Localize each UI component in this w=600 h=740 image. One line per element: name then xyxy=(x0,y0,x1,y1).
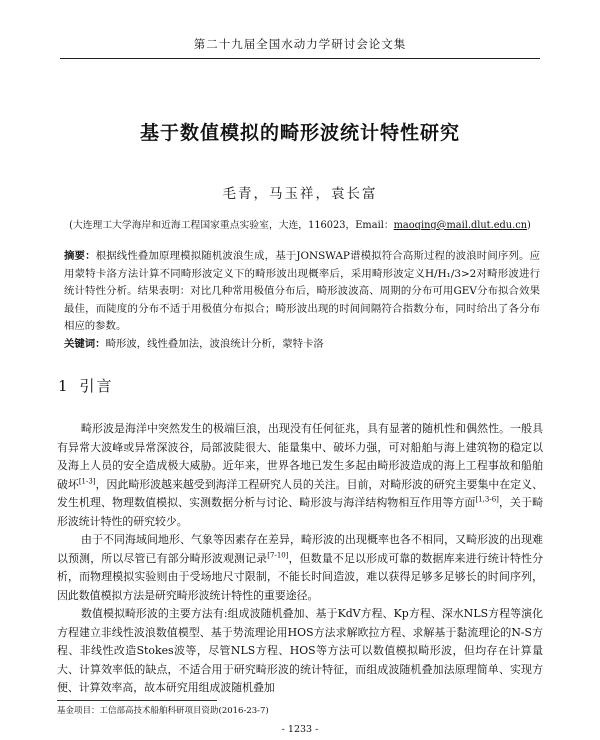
author-email: maoqing@mail.dlut.edu.cn xyxy=(393,220,528,231)
affiliation-text: (大连理工大学海岸和近海工程国家重点实验室，大连，116023，Email： xyxy=(69,220,394,231)
paragraph-text: 由于不同海域间地形、气象等因素存在差异，畸形波的出现概率也各不相同，又畸形波的出现难以预测，所以尽管已有部分畸形波观测记录 xyxy=(57,533,543,565)
paragraph-text: 数值模拟畸形波的主要方法有:组成波随机叠加、基于KdV方程、Kp方程、深水NLS方程等演化方程建立非线性波浪数值模型、基于势流理论用HOS方法求解欧拉方程、求解基于黏流理论的N-S方程、非线性改造Stokes波等，尽管NLS方程、HOS等方法可以数值模拟畸形波，但均存在计算量大、计算效率低的缺点，不适合用于研究畸形波的统计特征，而组成波随机叠加法原理简单、实现方便、计算效率高，故本研究用组成波随机叠加 xyxy=(57,607,543,694)
funding-footnote: 基金项目：工信部高技术船舶科研项目资助(2016-23-7) xyxy=(57,706,269,716)
running-header: 第二十九届全国水动力学研讨会论文集 xyxy=(60,36,540,59)
page-number: - 1233 - xyxy=(281,724,319,735)
keywords-label: 关键词： xyxy=(64,338,106,350)
abstract-label: 摘要： xyxy=(64,250,96,262)
affiliation-close: ) xyxy=(527,220,531,231)
body-text xyxy=(57,420,543,698)
body-paragraph xyxy=(57,420,543,531)
citation: [1-3] xyxy=(78,476,96,485)
keywords xyxy=(64,336,540,353)
paragraph-text: ，因此畸形波越来越受到海洋工程研究人员的关注。目前，对畸形波的研究主要集中在定义、发生机理、物理数值模拟、实测数据分析与讨论、畸形波与海洋结构物相互作用等方面 xyxy=(57,477,543,509)
keywords-text: 畸形波，线性叠加法，波浪统计分析，蒙特卡洛 xyxy=(105,338,324,350)
footnote-divider xyxy=(57,700,217,701)
body-paragraph xyxy=(57,531,543,605)
section-title: 引言 xyxy=(79,377,114,395)
body-paragraph xyxy=(57,605,543,698)
paragraph-text: 畸形波是海洋中突然发生的极端巨浪，出现没有任何征兆，具有显著的随机性和偶然性。一般具有异常大波峰或异常深波谷，局部波陡很大、能量集中、破坏力强，可对船舶与海上建筑物的稳定以及海上人员的安全造成极大威胁。近年来，世界各地已发生多起由畸形波造成的海上工程事故和船舶破坏 xyxy=(57,422,543,491)
paragraph-text: ，但数量不足以形成可靠的数据库来进行统计特性分析，而物理模拟实验则由于受场地尺寸限制，不能长时间造波，难以获得足够多足够长的时间序列，因此数值模拟方法是研究畸形波统计特性的重要途径。 xyxy=(57,551,543,602)
section-number: 1 xyxy=(58,377,70,395)
abstract-text: 根据线性叠加原理模拟随机波浪生成，基于JONSWAP谱模拟符合高斯过程的波浪时间序列。应用蒙特卡洛方法计算不同畸形波定义下的畸形波出现概率后，采用畸形波定义H/H₁/3>2对畸形波进行统计特性分析。结果表明：对比几种常用极值分布后，畸形波波高、周期的分布可用GEV分布拟合效果最佳，而陡度的分布不适于用极值分布拟合；畸形波出现的时间间隔符合指数分布，同时给出了各分布相应的参数。 xyxy=(64,250,540,333)
citation: [1,3-6] xyxy=(475,495,499,504)
citation: [7-10] xyxy=(267,550,289,559)
paper-title: 基于数值模拟的畸形波统计特性研究 xyxy=(139,122,460,144)
section-heading xyxy=(58,375,114,396)
author-list: 毛青，马玉祥，袁长富 xyxy=(222,186,378,202)
paragraph-text: ，关于畸形波统计特性的研究较少。 xyxy=(57,496,543,528)
abstract xyxy=(64,248,540,336)
affiliation xyxy=(40,217,560,231)
